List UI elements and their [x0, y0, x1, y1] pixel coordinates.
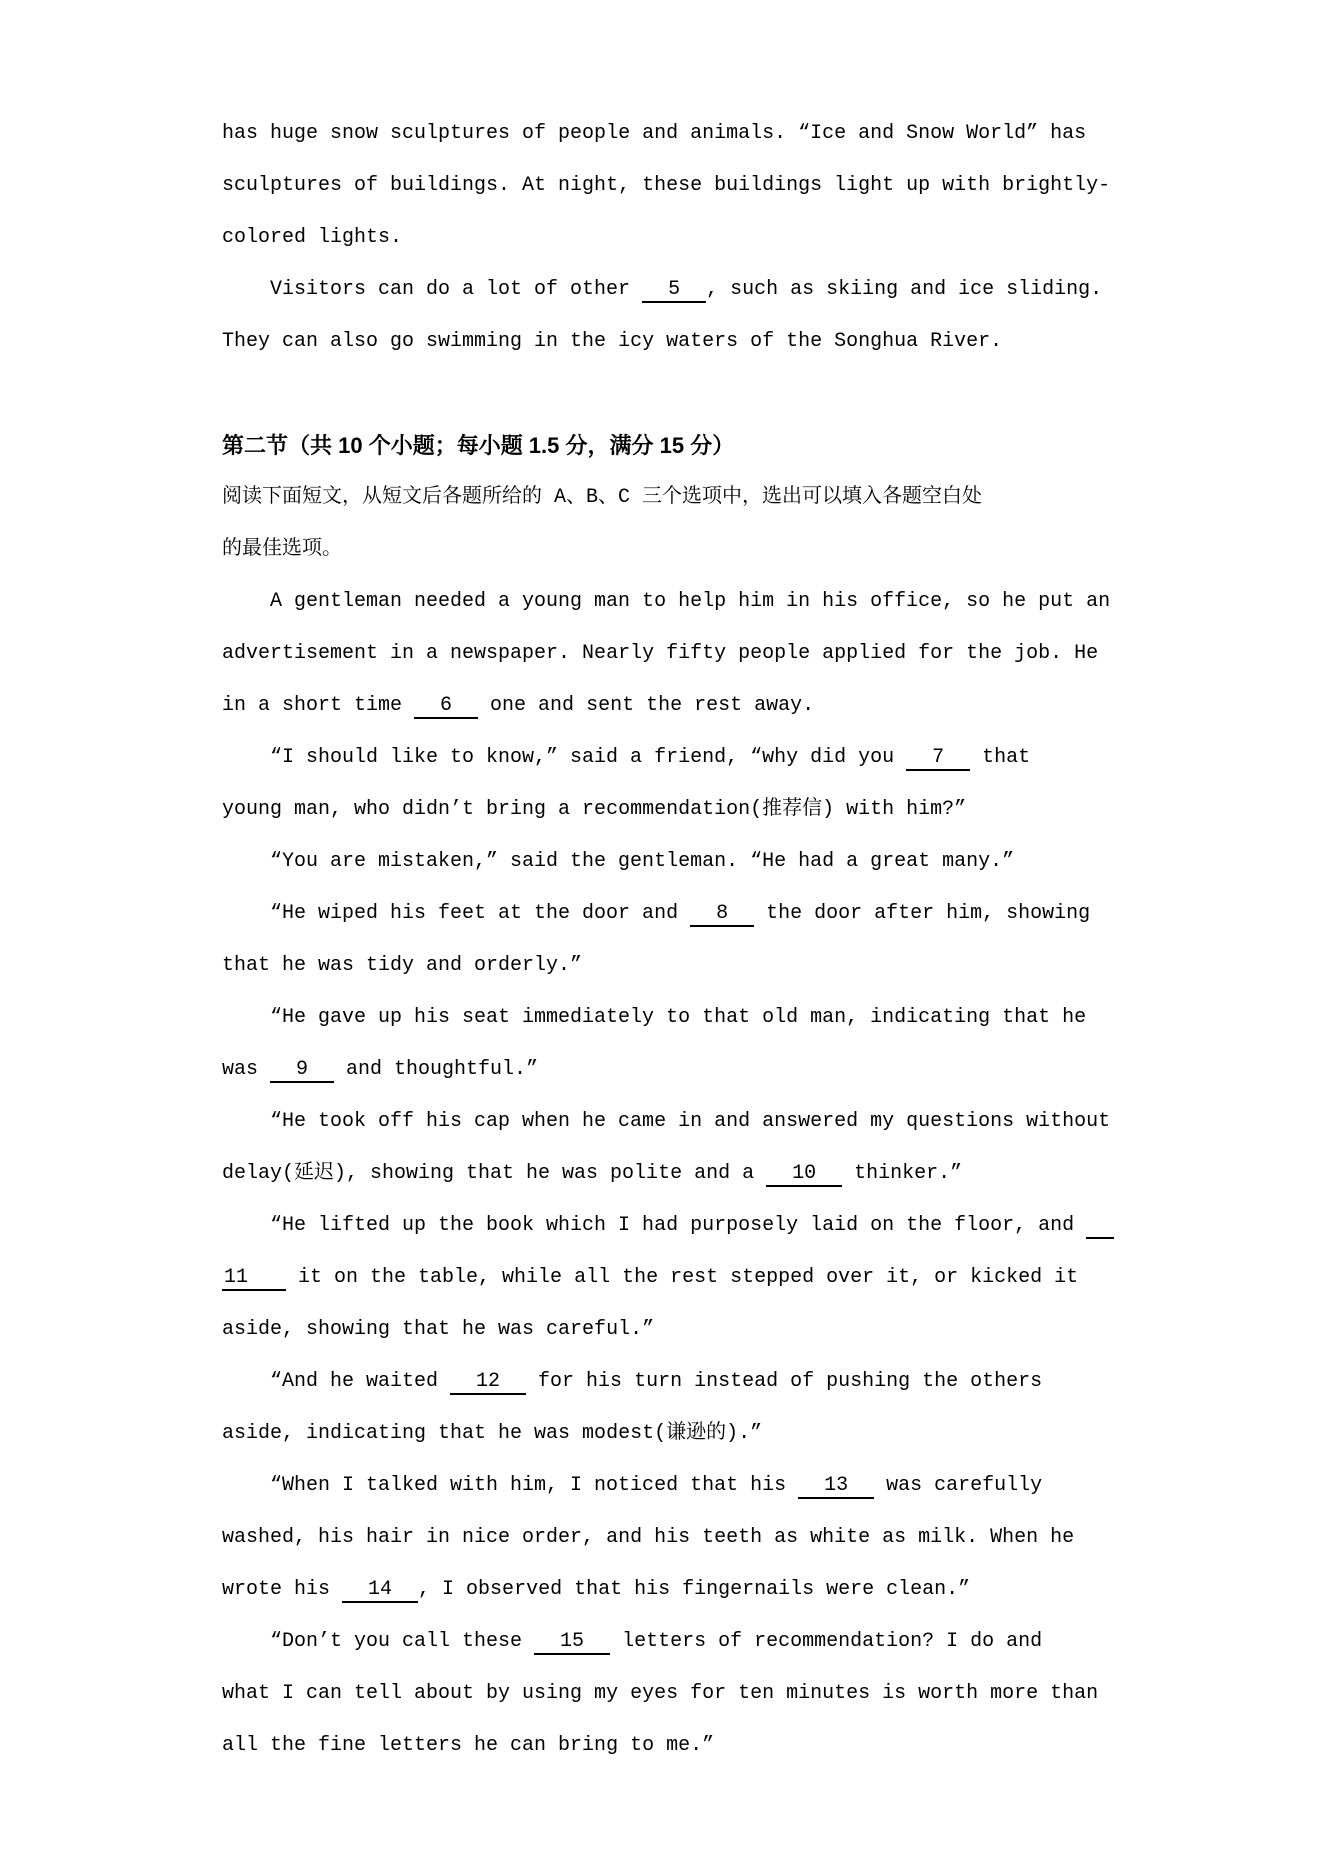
text-run: wrote his [222, 1578, 343, 1601]
text-line [222, 732, 1127, 784]
text-run: and thoughtful.” [334, 1058, 539, 1081]
text-line [222, 680, 1127, 732]
text-line [222, 212, 1127, 264]
text-run: that [970, 746, 1031, 769]
text-line [222, 524, 1127, 576]
text-run: “He lifted up the book which I had purposely laid on the floor, and [270, 1214, 1087, 1237]
text-run: , I observed that his fingernails were clean.” [418, 1578, 971, 1601]
text-run: “He gave up his seat immediately to that old man, indicating that he [270, 1006, 1087, 1029]
text-run: “He wiped his feet at the door and [270, 902, 691, 925]
text-line [222, 108, 1127, 160]
cloze-blank: 9 [272, 1058, 333, 1081]
cloze-blank: 14 [344, 1578, 417, 1601]
text-run: “He took off his cap when he came in and answered my questions without [270, 1110, 1111, 1133]
text-run: , such as skiing and ice sliding. [706, 278, 1103, 301]
text-run: for his turn instead of pushing the others [526, 1370, 1043, 1393]
text-line [222, 1460, 1127, 1512]
text-run: in a short time [222, 694, 415, 717]
blank-line [222, 368, 1127, 420]
text-line [222, 1200, 1127, 1252]
text-line [222, 1096, 1127, 1148]
text-line [222, 888, 1127, 940]
text-line [222, 1148, 1127, 1200]
cloze-blank: 15 [536, 1630, 609, 1653]
text-run: young man, who didn’t bring a recommendation(推荐信) with him?” [222, 798, 967, 821]
text-run: “Don’t you call these [270, 1630, 535, 1653]
text-run: They can also go swimming in the icy waters of the Songhua River. [222, 330, 1003, 353]
text-line [222, 836, 1127, 888]
text-line [222, 472, 1127, 524]
text-run: “When I talked with him, I noticed that his [270, 1474, 799, 1497]
cloze-blank: 6 [416, 694, 477, 717]
text-line [222, 1564, 1127, 1616]
text-run: was carefully [874, 1474, 1043, 1497]
text-run: has huge snow sculptures of people and animals. “Ice and Snow World” has [222, 122, 1087, 145]
text-line [222, 1512, 1127, 1564]
text-run: the door after him, showing [754, 902, 1091, 925]
text-line [222, 1304, 1127, 1356]
section-heading [222, 420, 1127, 472]
document-body [222, 108, 1127, 1772]
text-line [222, 264, 1127, 316]
text-run: 第二节（共 10 个小题；每小题 1.5 分，满分 15 分） [222, 433, 735, 458]
text-run: A gentleman needed a young man to help him in his office, so he put an [270, 590, 1111, 613]
text-line [222, 576, 1127, 628]
text-run: aside, indicating that he was modest(谦逊的).” [222, 1422, 763, 1445]
text-line [222, 160, 1127, 212]
text-run: “You are mistaken,” said the gentleman. “He had a great many.” [270, 850, 1015, 873]
text-run: 的最佳选项。 [222, 538, 342, 561]
cloze-blank: 5 [644, 278, 705, 301]
text-line [222, 1044, 1127, 1096]
text-run: advertisement in a newspaper. Nearly fifty people applied for the job. He [222, 642, 1099, 665]
cloze-blank: 7 [908, 746, 969, 769]
text-line [222, 1252, 1127, 1304]
text-run: what I can tell about by using my eyes for ten minutes is worth more than [222, 1682, 1099, 1705]
text-run: letters of recommendation? I do and [610, 1630, 1043, 1653]
cloze-blank: 11 [224, 1266, 285, 1289]
text-line [222, 992, 1127, 1044]
text-line [222, 628, 1127, 680]
text-line [222, 1356, 1127, 1408]
text-run: thinker.” [842, 1162, 963, 1185]
text-run: colored lights. [222, 226, 403, 249]
text-run: was [222, 1058, 271, 1081]
text-run: all the fine letters he can bring to me.” [222, 1734, 715, 1757]
cloze-blank [1086, 1214, 1114, 1239]
text-line [222, 1668, 1127, 1720]
text-run: it on the table, while all the rest stepped over it, or kicked it [286, 1266, 1079, 1289]
cloze-blank: 10 [768, 1162, 841, 1185]
text-line [222, 1720, 1127, 1772]
text-line [222, 1616, 1127, 1668]
text-line [222, 1408, 1127, 1460]
text-line [222, 940, 1127, 992]
cloze-blank: 13 [800, 1474, 873, 1497]
text-line [222, 316, 1127, 368]
text-run: “I should like to know,” said a friend, “why did you [270, 746, 907, 769]
text-run: “And he waited [270, 1370, 451, 1393]
cloze-blank: 12 [452, 1370, 525, 1393]
text-line [222, 784, 1127, 836]
text-run: 阅读下面短文，从短文后各题所给的 A、B、C 三个选项中，选出可以填入各题空白处 [222, 486, 983, 509]
text-run: aside, showing that he was careful.” [222, 1318, 655, 1341]
text-run: delay(延迟), showing that he was polite and a [222, 1162, 767, 1185]
text-run: sculptures of buildings. At night, these buildings light up with brightly- [222, 174, 1111, 197]
text-run: washed, his hair in nice order, and his teeth as white as milk. When he [222, 1526, 1075, 1549]
cloze-blank: 8 [692, 902, 753, 925]
text-run: Visitors can do a lot of other [270, 278, 643, 301]
text-run: that he was tidy and orderly.” [222, 954, 583, 977]
text-run: one and sent the rest away. [478, 694, 815, 717]
